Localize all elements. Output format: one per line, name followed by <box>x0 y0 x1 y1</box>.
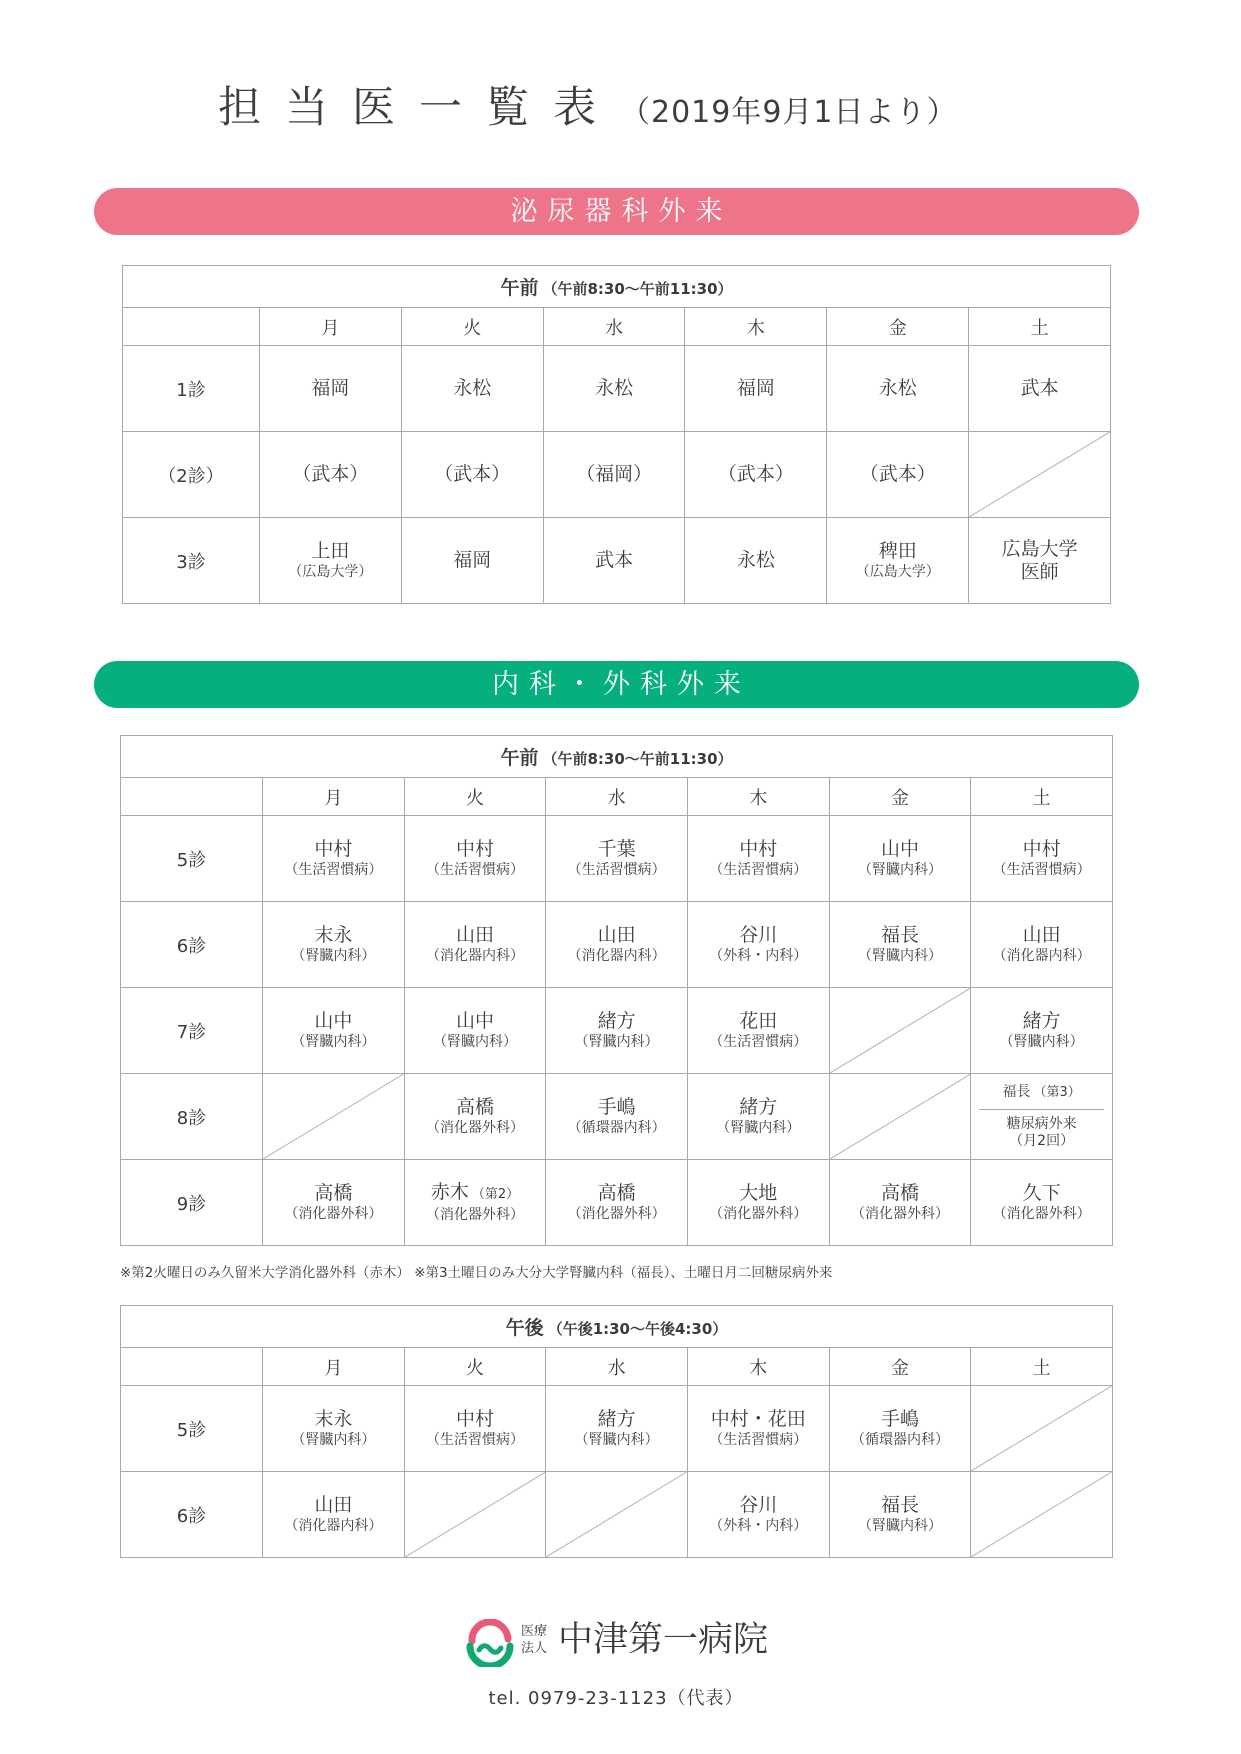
doctor-name: 中村 <box>1022 837 1061 860</box>
internal-pm-table <box>120 1305 1113 1558</box>
doctor-name: 上田 <box>311 539 350 562</box>
department: （腎臓内科） <box>857 861 942 878</box>
period-name: 午前 <box>500 277 539 299</box>
doctor-cell <box>827 346 969 432</box>
department: （腎臓内科） <box>999 1033 1084 1050</box>
doctor-name-line <box>263 838 404 861</box>
closed-cell <box>829 1074 971 1160</box>
clinic-room-row <box>121 1074 1113 1160</box>
doctor-name-line <box>827 463 968 486</box>
org-type-line1: 医療 <box>521 1624 548 1639</box>
doctor-cell <box>404 1160 546 1246</box>
doctor-name-line <box>544 549 685 572</box>
weekday-header: 火 <box>401 308 543 346</box>
department: （腎臓内科） <box>574 1431 659 1448</box>
doctor-name: 中村 <box>314 837 353 860</box>
department: （生活習慣病） <box>709 1431 808 1448</box>
phone-number: tel. 0979-23-1123（代表） <box>488 1688 744 1709</box>
doctor-cell <box>971 1074 1113 1160</box>
period-header-row <box>123 266 1111 308</box>
doctor-name-line2: 医師 <box>1020 560 1059 583</box>
doctor-name-line <box>263 1408 404 1431</box>
doctor-cell <box>263 1386 405 1472</box>
doctor-cell <box>969 346 1111 432</box>
doctor-name-line <box>546 924 687 947</box>
doctor-name-line <box>546 1096 687 1119</box>
closed-slash <box>969 432 1110 517</box>
doctor-name-line <box>830 1182 971 1205</box>
weekday-header: 木 <box>687 778 829 816</box>
department: （消化器内科） <box>992 947 1091 964</box>
doctor-cell <box>829 1472 971 1558</box>
department: （腎臓内科） <box>291 1033 376 1050</box>
doctor-cell <box>404 988 546 1074</box>
closed-cell <box>829 988 971 1074</box>
clinic-room-label: 6診 <box>121 1472 263 1558</box>
period-name: 午後 <box>505 1317 544 1339</box>
doctor-cell <box>969 518 1111 604</box>
department: （循環器内科） <box>567 1119 666 1136</box>
doctor-name-line <box>263 1182 404 1205</box>
doctor-name-line <box>830 924 971 947</box>
clinic-room-row <box>121 1160 1113 1246</box>
clinic-room-label: （2診） <box>123 432 260 518</box>
department: （消化器外科） <box>284 1205 383 1222</box>
doctor-cell <box>685 518 827 604</box>
doctor-name: 山中 <box>455 1009 494 1032</box>
clinic-room-label: 7診 <box>121 988 263 1074</box>
doctor-cell <box>687 1074 829 1160</box>
weekday-header: 月 <box>260 308 402 346</box>
doctor-cell <box>829 1160 971 1246</box>
department: （循環器内科） <box>850 1431 949 1448</box>
doctor-name-line <box>827 377 968 400</box>
doctor-name: 高橋 <box>880 1181 919 1204</box>
corner-cell <box>123 308 260 346</box>
doctor-name-line <box>830 1408 971 1431</box>
doctor-name: （武本） <box>717 463 794 485</box>
doctor-cell <box>827 518 969 604</box>
doctor-name-line <box>263 924 404 947</box>
department: （腎臓内科） <box>716 1119 801 1136</box>
department: （生活習慣病） <box>425 1431 524 1448</box>
doctor-name: 山中 <box>314 1009 353 1032</box>
period-header-cell <box>123 266 1111 308</box>
weekday-header: 水 <box>546 778 688 816</box>
doctor-cell <box>687 902 829 988</box>
doctor-cell <box>260 518 402 604</box>
doctor-cell <box>829 902 971 988</box>
weekday-header-row <box>123 308 1111 346</box>
doctor-cell <box>404 816 546 902</box>
department: （消化器外科） <box>425 1119 524 1136</box>
doctor-name-line <box>260 540 401 563</box>
doctor-name-line <box>546 1182 687 1205</box>
doctor-name-line <box>260 463 401 486</box>
closed-slash <box>971 1472 1112 1557</box>
closed-cell <box>546 1472 688 1558</box>
page-title <box>218 80 958 141</box>
weekday-header: 木 <box>687 1348 829 1386</box>
doctor-cell <box>687 988 829 1074</box>
period-hours: （午前8:30〜午前11:30） <box>542 750 733 768</box>
weekday-header: 土 <box>971 778 1113 816</box>
period-header-row <box>121 736 1113 778</box>
doctor-name-line <box>405 924 546 947</box>
weekday-header: 水 <box>546 1348 688 1386</box>
doctor-name-line <box>263 1494 404 1517</box>
doctor-cell <box>546 1386 688 1472</box>
doctor-name-line <box>830 1494 971 1517</box>
doctor-cell <box>401 518 543 604</box>
doctor-name-line <box>263 1010 404 1033</box>
clinic-room-row <box>121 1472 1113 1558</box>
doctor-name: 大地 <box>739 1181 778 1204</box>
weekday-header: 火 <box>404 1348 546 1386</box>
closed-slash <box>405 1472 546 1557</box>
doctor-cell <box>687 1160 829 1246</box>
doctor-name-line <box>402 549 543 572</box>
department: （生活習慣病） <box>284 861 383 878</box>
doctor-name-line <box>544 463 685 486</box>
title-effective-date: （2019年9月1日より） <box>620 95 958 130</box>
doctor-name: 福長 <box>880 1493 919 1516</box>
weekday-header: 土 <box>969 308 1111 346</box>
period-hours: （午後1:30〜午後4:30） <box>547 1320 728 1338</box>
clinic-room-label: 3診 <box>123 518 260 604</box>
weekday-header-row <box>121 778 1113 816</box>
weekday-header: 金 <box>829 1348 971 1386</box>
doctor-cell <box>546 902 688 988</box>
week-note: （第3） <box>1033 1085 1081 1100</box>
doctor-cell <box>263 816 405 902</box>
doctor-name-line <box>260 377 401 400</box>
doctor-name: 福岡 <box>311 377 350 399</box>
hospital-name: 中津第一病院 <box>558 1620 769 1660</box>
doctor-name: 手嶋 <box>880 1407 919 1430</box>
doctor-name: 福岡 <box>453 549 492 571</box>
clinic-room-label: 1診 <box>123 346 260 432</box>
doctor-name: 山田 <box>1022 923 1061 946</box>
internal-surgery-section-title: 内科・外科外来 <box>492 669 751 700</box>
urology-section-banner <box>94 188 1139 235</box>
clinic-room-row <box>123 346 1111 432</box>
split-divider <box>979 1109 1104 1110</box>
doctor-cell <box>971 1160 1113 1246</box>
doctor-name-line <box>969 538 1110 561</box>
doctor-name-line <box>544 377 685 400</box>
doctor-cell <box>404 1074 546 1160</box>
doctor-name: 緒方 <box>1022 1009 1061 1032</box>
department: （消化器内科） <box>567 947 666 964</box>
doctor-cell <box>543 432 685 518</box>
doctor-cell <box>401 346 543 432</box>
doctor-name: 高橋 <box>455 1095 494 1118</box>
doctor-name: 花田 <box>739 1009 778 1032</box>
closed-cell <box>971 1386 1113 1472</box>
period-header-cell <box>121 1306 1113 1348</box>
department: （腎臓内科） <box>857 1517 942 1534</box>
doctor-name: 中村・花田 <box>710 1407 806 1430</box>
doctor-cell <box>263 902 405 988</box>
doctor-name: 中村 <box>455 1407 494 1430</box>
department: （生活習慣病） <box>992 861 1091 878</box>
closed-cell <box>971 1472 1113 1558</box>
schedule-table <box>120 735 1113 1246</box>
doctor-name: （福岡） <box>576 463 653 485</box>
doctor-name-line <box>685 549 826 572</box>
doctor-cell <box>827 432 969 518</box>
doctor-name-line <box>971 1182 1112 1205</box>
closed-slash <box>263 1074 404 1159</box>
department: （消化器外科） <box>850 1205 949 1222</box>
clinic-room-label: 6診 <box>121 902 263 988</box>
doctor-name: 末永 <box>314 1407 353 1430</box>
doctor-cell <box>829 816 971 902</box>
doctor-name: 永松 <box>736 549 775 571</box>
department: （消化器外科） <box>709 1205 808 1222</box>
clinic-room-label: 8診 <box>121 1074 263 1160</box>
doctor-name-line <box>402 463 543 486</box>
doctor-name-line <box>402 377 543 400</box>
org-type-line2: 法人 <box>521 1641 548 1656</box>
urology-am-table <box>122 265 1111 604</box>
doctor-cell <box>404 902 546 988</box>
clinic-room-label: 5診 <box>121 1386 263 1472</box>
org-type-label <box>521 1623 547 1657</box>
doctor-name-line <box>688 924 829 947</box>
doctor-cell <box>687 816 829 902</box>
doctor-cell <box>685 346 827 432</box>
doctor-name: 中村 <box>739 837 778 860</box>
department: （生活習慣病） <box>425 861 524 878</box>
schedule-table <box>122 265 1111 604</box>
internal-am-table <box>120 735 1113 1246</box>
weekday-header: 水 <box>543 308 685 346</box>
doctor-name: 福岡 <box>736 377 775 399</box>
doctor-name: 高橋 <box>314 1181 353 1204</box>
doctor-name-line <box>971 838 1112 861</box>
period-header-row <box>121 1306 1113 1348</box>
doctor-name: 久下 <box>1022 1181 1061 1204</box>
weekday-header: 金 <box>827 308 969 346</box>
department: （消化器外科） <box>425 1206 524 1223</box>
department: （消化器外科） <box>992 1205 1091 1222</box>
doctor-cell <box>263 1160 405 1246</box>
closed-slash <box>830 1074 971 1159</box>
doctor-name: 永松 <box>453 377 492 399</box>
schedule-table <box>120 1305 1113 1558</box>
doctor-name: 山田 <box>597 923 636 946</box>
doctor-cell <box>263 1472 405 1558</box>
doctor-cell <box>260 346 402 432</box>
doctor-name: 赤木 <box>430 1180 469 1203</box>
urology-section-title: 泌尿器科外来 <box>510 196 733 227</box>
department: （消化器内科） <box>284 1517 383 1534</box>
doctor-cell <box>263 988 405 1074</box>
doctor-cell <box>829 1386 971 1472</box>
doctor-cell <box>971 902 1113 988</box>
department: （広島大学） <box>855 563 940 580</box>
doctor-cell <box>546 816 688 902</box>
department: （腎臓内科） <box>291 1431 376 1448</box>
closed-cell <box>404 1472 546 1558</box>
closed-cell <box>969 432 1111 518</box>
closed-slash <box>546 1472 687 1557</box>
doctor-name: 山田 <box>455 923 494 946</box>
department: （消化器内科） <box>425 947 524 964</box>
doctor-name: 高橋 <box>597 1181 636 1204</box>
doctor-cell <box>543 346 685 432</box>
clinic-room-row <box>121 988 1113 1074</box>
closed-cell <box>263 1074 405 1160</box>
doctor-name-line <box>405 1096 546 1119</box>
doctor-name: 谷川 <box>739 923 778 946</box>
doctor-cell <box>260 432 402 518</box>
weekday-header: 月 <box>263 778 405 816</box>
doctor-name: （武本） <box>434 463 511 485</box>
doctor-name: 末永 <box>314 923 353 946</box>
doctor-cell <box>401 432 543 518</box>
doctor-name: （武本） <box>292 463 369 485</box>
clinic-room-label: 5診 <box>121 816 263 902</box>
clinic-room-row <box>123 518 1111 604</box>
department: （生活習慣病） <box>709 861 808 878</box>
doctor-name: 福長 <box>1002 1084 1031 1100</box>
doctor-name: 谷川 <box>739 1493 778 1516</box>
doctor-name: 永松 <box>595 377 634 399</box>
clinic-room-row <box>121 1386 1113 1472</box>
doctor-name: 緒方 <box>739 1095 778 1118</box>
doctor-name: 稗田 <box>878 539 917 562</box>
doctor-name: 手嶋 <box>597 1095 636 1118</box>
doctor-name-line <box>688 1494 829 1517</box>
doctor-name-line <box>685 377 826 400</box>
doctor-cell <box>971 816 1113 902</box>
doctor-name-line <box>546 1408 687 1431</box>
doctor-cell <box>685 432 827 518</box>
doctor-name: 広島大学 <box>1001 537 1078 560</box>
doctor-name: 千葉 <box>597 837 636 860</box>
doctor-name-line <box>405 1181 546 1206</box>
period-hours: （午前8:30〜午前11:30） <box>542 280 733 298</box>
doctor-name: （武本） <box>859 463 936 485</box>
doctor-name: 福長 <box>880 923 919 946</box>
doctor-name: 武本 <box>595 549 634 571</box>
department: （腎臓内科） <box>574 1033 659 1050</box>
department: （生活習慣病） <box>567 861 666 878</box>
closed-slash <box>830 988 971 1073</box>
weekday-header: 木 <box>685 308 827 346</box>
department: （外科・内科） <box>709 1517 808 1534</box>
weekday-header: 金 <box>829 778 971 816</box>
doctor-name-line <box>688 1010 829 1033</box>
doctor-name-line <box>969 377 1110 400</box>
department: （腎臓内科） <box>857 947 942 964</box>
clinic-room-row <box>121 816 1113 902</box>
doctor-cell <box>546 1074 688 1160</box>
period-header-cell <box>121 736 1113 778</box>
hospital-logo-icon <box>466 1619 514 1667</box>
clinic-room-row <box>123 432 1111 518</box>
department: （生活習慣病） <box>709 1033 808 1050</box>
special-clinic-name: 糖尿病外来 <box>1006 1116 1077 1132</box>
doctor-cell <box>546 988 688 1074</box>
department: （腎臓内科） <box>291 947 376 964</box>
doctor-name-line <box>685 463 826 486</box>
doctor-name: 山田 <box>314 1493 353 1516</box>
schedule-note: ※第2火曜日のみ久留米大学消化器外科（赤木） ※第3土曜日のみ大分大学腎臓内科（福長）、土曜日月二回糖尿病外来 <box>120 1265 833 1281</box>
doctor-cell <box>546 1160 688 1246</box>
doctor-cell <box>687 1386 829 1472</box>
corner-cell <box>121 1348 263 1386</box>
closed-slash <box>971 1386 1112 1471</box>
doctor-name: 緒方 <box>597 1407 636 1430</box>
weekday-header: 月 <box>263 1348 405 1386</box>
weekday-header: 土 <box>971 1348 1113 1386</box>
department: （腎臓内科） <box>432 1033 517 1050</box>
clinic-room-row <box>121 902 1113 988</box>
weekday-header: 火 <box>404 778 546 816</box>
doctor-cell <box>687 1472 829 1558</box>
doctor-name-line <box>971 1010 1112 1033</box>
clinic-room-label: 9診 <box>121 1160 263 1246</box>
doctor-name-line <box>827 540 968 563</box>
doctor-name-line <box>405 838 546 861</box>
internal-surgery-section-banner <box>94 661 1139 708</box>
doctor-name-line <box>971 924 1112 947</box>
department: （外科・内科） <box>709 947 808 964</box>
doctor-name-line <box>688 1408 829 1431</box>
special-clinic-frequency: （月2回） <box>1009 1133 1075 1149</box>
department: （広島大学） <box>288 563 373 580</box>
doctor-name-line <box>688 838 829 861</box>
split-top-line <box>971 1083 1112 1102</box>
doctor-name: 山中 <box>880 837 919 860</box>
doctor-name-line <box>830 838 971 861</box>
doctor-name-line <box>546 1010 687 1033</box>
doctor-name-line <box>405 1010 546 1033</box>
week-note: （第2） <box>471 1186 520 1202</box>
doctor-cell <box>404 1386 546 1472</box>
title-main: 担当医一覧表 <box>218 83 620 133</box>
doctor-name-line <box>405 1408 546 1431</box>
doctor-cell <box>543 518 685 604</box>
period-name: 午前 <box>500 747 539 769</box>
doctor-name: 永松 <box>878 377 917 399</box>
department: （消化器外科） <box>567 1205 666 1222</box>
doctor-name: 緒方 <box>597 1009 636 1032</box>
doctor-cell <box>971 988 1113 1074</box>
weekday-header-row <box>121 1348 1113 1386</box>
doctor-name: 中村 <box>455 837 494 860</box>
doctor-name: 武本 <box>1020 377 1059 399</box>
doctor-name-line <box>688 1182 829 1205</box>
doctor-name-line <box>546 838 687 861</box>
corner-cell <box>121 778 263 816</box>
doctor-name-line <box>688 1096 829 1119</box>
